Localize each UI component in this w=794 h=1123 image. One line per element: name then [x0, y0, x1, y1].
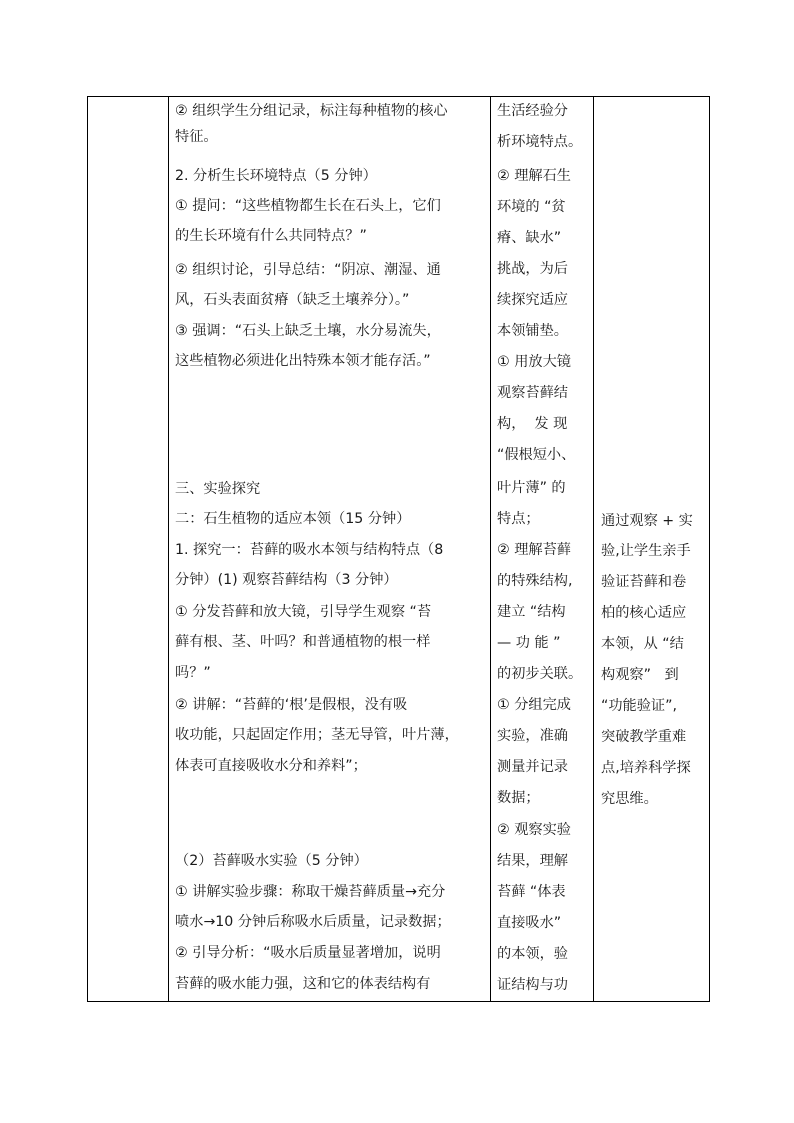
text-line: 柏的核心适应 [601, 605, 687, 621]
text-line: 测量并记录 [497, 759, 568, 775]
text-line: 的生长环境有什么共同特点？” [175, 228, 367, 244]
text-line: ② 引导分析：“吸水后质量显著增加，说明 [175, 945, 441, 961]
text-line: 析环境特点。 [497, 134, 583, 150]
text-line: 点,培养科学探 [601, 760, 691, 776]
text-line: ③ 强调：“石头上缺乏土壤，水分易流失， [175, 323, 441, 339]
text-line: 体表可直接吸收水分和养料”； [175, 758, 367, 774]
text-line: — 功 能 ” [497, 635, 561, 651]
text-line: 的特殊结构, [497, 573, 573, 589]
text-line: 分钟）(1) 观察苔藓结构（3 分钟） [175, 572, 398, 588]
text-line: 收功能，只起固定作用；茎无导管，叶片薄， [175, 727, 459, 743]
text-line: 建立 “结构 [497, 604, 566, 620]
text-line: 瘠、缺水” [497, 230, 562, 246]
text-line: ② 讲解：“苔藓的‘根’是假根，没有吸 [175, 697, 408, 713]
text-line: ② 组织学生分组记录，标注每种植物的核心 [175, 103, 448, 119]
section-heading: 三、实验探究 [175, 481, 261, 497]
text-line: 究思维。 [601, 791, 658, 807]
text-line: ① 讲解实验步骤：称取干燥苔藓质量→充分 [175, 884, 446, 900]
text-line: 2. 分析生长环境特点（5 分钟） [175, 168, 377, 184]
text-line: 观察苔藓结 [497, 385, 568, 401]
teaching-process-cell [169, 97, 491, 1002]
text-line: 喷水→10 分钟后称吸水后质量，记录数据； [175, 914, 451, 930]
text-line: 的初步关联。 [497, 666, 583, 682]
text-line: 环境的 “贫 [497, 199, 566, 215]
text-line: “假根短小、 [497, 447, 576, 463]
text-line: 验,让学生亲手 [601, 543, 691, 559]
lesson-plan-table [87, 96, 710, 1002]
text-line: 1. 探究一：苔藓的吸水本领与结构特点（8 [175, 542, 444, 558]
text-line: ② 理解石生 [497, 168, 571, 184]
text-line: 突破教学重难 [601, 729, 687, 745]
text-line: 本领，从 “结 [601, 636, 684, 652]
text-line: 特点； [497, 511, 540, 527]
text-line: 直接吸水” [497, 915, 562, 931]
text-line: 叶片薄” 的 [497, 480, 566, 496]
text-line: ① 分发苔藓和放大镜，引导学生观察 “苔 [175, 604, 432, 620]
text-line: 特征。 [175, 129, 218, 145]
text-line: 本领铺垫。 [497, 323, 568, 339]
text-line: 风，石头表面贫瘠（缺乏土壤养分）。” [175, 292, 410, 308]
blank-column-cell [88, 97, 169, 1002]
text-line: ① 用放大镜 [497, 354, 571, 370]
text-line: ① 提问：“这些植物都生长在石头上，它们 [175, 198, 441, 214]
text-line: ② 理解苔藓 [497, 542, 571, 558]
text-line: 的本领，验 [497, 946, 568, 962]
text-line: 验证苔藓和卷 [601, 574, 687, 590]
text-line: 苔藓的吸水能力强，这和它的体表结构有 [175, 976, 431, 992]
text-line: 吗？” [175, 665, 211, 681]
text-line: 续探究适应 [497, 292, 568, 308]
text-line: 数据； [497, 790, 540, 806]
text-line: ① 分组完成 [497, 697, 571, 713]
text-line: 通过观察 + 实 [601, 513, 693, 529]
text-line: 二：石生植物的适应本领（15 分钟） [175, 511, 411, 527]
text-line: 生活经验分 [497, 103, 568, 119]
text-line: 结果，理解 [497, 853, 568, 869]
text-line: 苔藓 “体表 [497, 884, 566, 900]
text-line: 证结构与功 [497, 977, 568, 993]
text-line: （2）苔藓吸水实验（5 分钟） [175, 853, 368, 869]
text-line: 构， 发 现 [497, 416, 568, 432]
text-line: 挑战，为后 [497, 261, 568, 277]
text-line: “功能验证”, [601, 698, 677, 714]
text-line: 藓有根、茎、叶吗？和普通植物的根一样 [175, 634, 431, 650]
text-line: ② 组织讨论，引导总结：“阴凉、潮湿、通 [175, 262, 441, 278]
text-line: 实验，准确 [497, 728, 568, 744]
student-activity-cell [491, 97, 594, 1002]
table-row [88, 97, 710, 1002]
design-intent-cell [594, 97, 710, 1002]
text-line: ② 观察实验 [497, 822, 571, 838]
text-line: 这些植物必须进化出特殊本领才能存活。” [175, 353, 431, 369]
text-line: 构观察” 到 [601, 667, 679, 683]
